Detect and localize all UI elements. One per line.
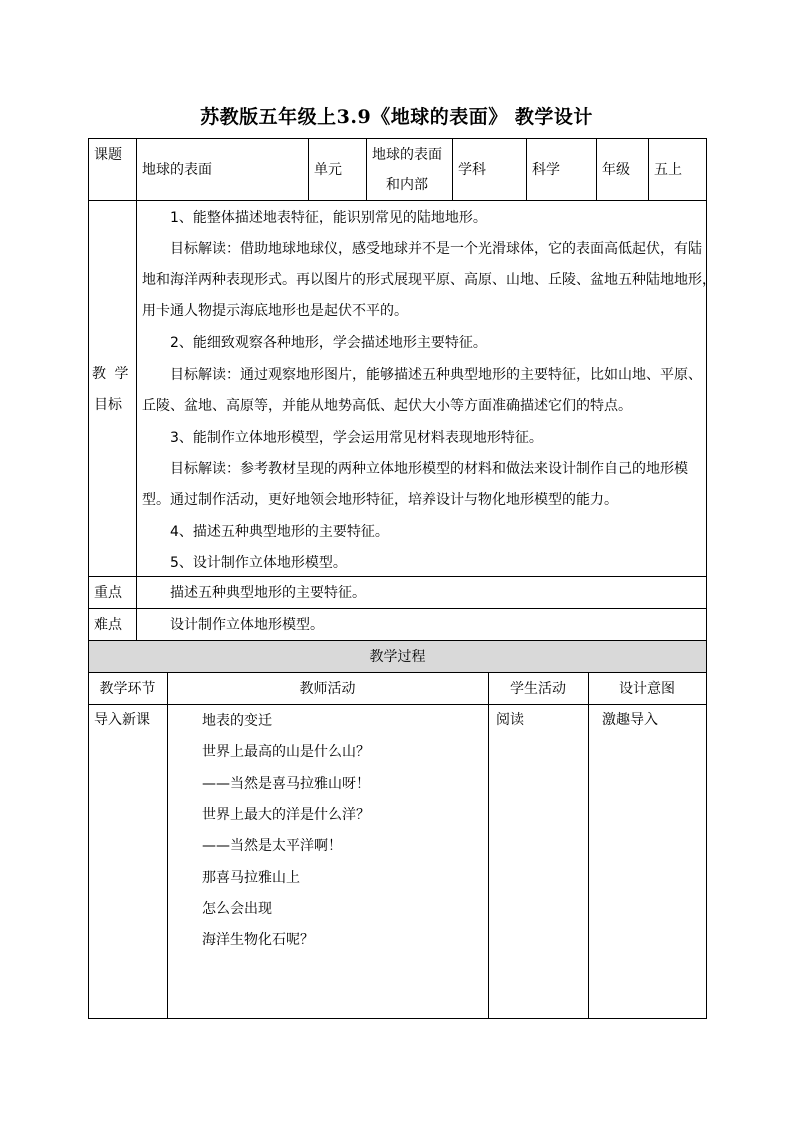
key-point-value: 描述五种典型地形的主要特征。	[170, 585, 366, 601]
label-col-divider	[136, 200, 137, 640]
process-col-divider	[488, 672, 489, 1018]
key-point-label: 重点	[94, 585, 122, 601]
xueke-value: 科学	[532, 162, 560, 178]
process-col-divider	[167, 672, 168, 1018]
info-col-divider	[648, 138, 649, 200]
goal-line: 目标解读：借助地球地球仪，感受地球并不是一个光滑球体，它的表面高低起伏，有陆	[170, 241, 702, 257]
col-header-student: 学生活动	[510, 681, 566, 697]
teacher-line: 世界上最高的山是什么山？	[202, 744, 370, 760]
goal-line: 3、能制作立体地形模型，学会运用常见材料表现地形特征。	[170, 430, 543, 446]
goal-line: 4、描述五种典型地形的主要特征。	[170, 524, 389, 540]
teacher-line: ——当然是太平洋啊！	[202, 838, 342, 854]
info-col-divider	[596, 138, 597, 200]
table-row-divider	[88, 608, 707, 609]
difficulty-value: 设计制作立体地形模型。	[170, 617, 324, 633]
info-col-divider	[452, 138, 453, 200]
keti-label: 课题	[94, 147, 122, 163]
teacher-line: 地表的变迁	[202, 713, 272, 729]
info-col-divider	[136, 138, 137, 200]
teacher-line: 海洋生物化石呢？	[202, 932, 314, 948]
goal-line: 丘陵、盆地、高原等，并能从地势高低、起伏大小等方面准确描述它们的特点。	[142, 398, 632, 414]
teacher-line: 世界上最大的洋是什么洋？	[202, 807, 370, 823]
goal-line: 5、设计制作立体地形模型。	[170, 555, 347, 571]
teacher-line: ——当然是喜马拉雅山呀！	[202, 776, 370, 792]
info-col-divider	[526, 138, 527, 200]
goals-label-line2: 目标	[94, 397, 122, 413]
goals-label-line1: 教 学	[92, 366, 131, 382]
table-row-divider	[88, 704, 707, 705]
table-row-divider	[88, 576, 707, 577]
table-border-left	[88, 138, 89, 1018]
table-border-top	[88, 138, 707, 139]
process-col-divider	[588, 672, 589, 1018]
nianji-value: 五上	[654, 162, 682, 178]
goal-line: 用卡通人物提示海底地形也是起伏不平的。	[142, 303, 408, 319]
process-header: 教学过程	[369, 649, 426, 665]
goal-line: 目标解读：通过观察地形图片，能够描述五种典型地形的主要特征，比如山地、平原、	[170, 367, 702, 383]
goal-line: 地和海洋两种表现形式。再以图片的形式展现平原、高原、山地、丘陵、盆地五种陆地地形，	[142, 272, 716, 288]
info-col-divider	[308, 138, 309, 200]
danyuan-value-line2: 和内部	[386, 177, 428, 193]
goal-line: 2、能细致观察各种地形，学会描述地形主要特征。	[170, 335, 487, 351]
table-border-bottom	[88, 1018, 707, 1019]
stage-cell: 导入新课	[94, 712, 150, 728]
student-cell: 阅读	[496, 712, 524, 728]
danyuan-value-line1: 地球的表面	[372, 147, 442, 163]
teacher-line: 那喜马拉雅山上	[202, 870, 300, 886]
table-row-divider	[88, 200, 707, 201]
col-header-stage: 教学环节	[99, 681, 156, 697]
goal-line: 1、能整体描述地表特征，能识别常见的陆地地形。	[170, 210, 487, 226]
goal-line: 型。通过制作活动，更好地领会地形特征，培养设计与物化地形模型的能力。	[142, 492, 618, 508]
xueke-label: 学科	[458, 162, 486, 178]
intent-cell: 激趣导入	[602, 712, 658, 728]
col-header-teacher: 教师活动	[299, 681, 356, 697]
info-col-divider	[366, 138, 367, 200]
danyuan-label: 单元	[314, 162, 342, 178]
table-row-divider	[88, 672, 707, 673]
teacher-line: 怎么会出现	[202, 901, 272, 917]
goal-line: 目标解读：参考教材呈现的两种立体地形模型的材料和做法来设计制作自己的地形模	[170, 461, 688, 477]
keti-value: 地球的表面	[142, 162, 212, 178]
col-header-intent: 设计意图	[619, 681, 675, 697]
nianji-label: 年级	[602, 162, 630, 178]
document-title: 苏教版五年级上3.9《地球的表面》 教学设计	[200, 106, 593, 128]
difficulty-label: 难点	[94, 617, 122, 633]
